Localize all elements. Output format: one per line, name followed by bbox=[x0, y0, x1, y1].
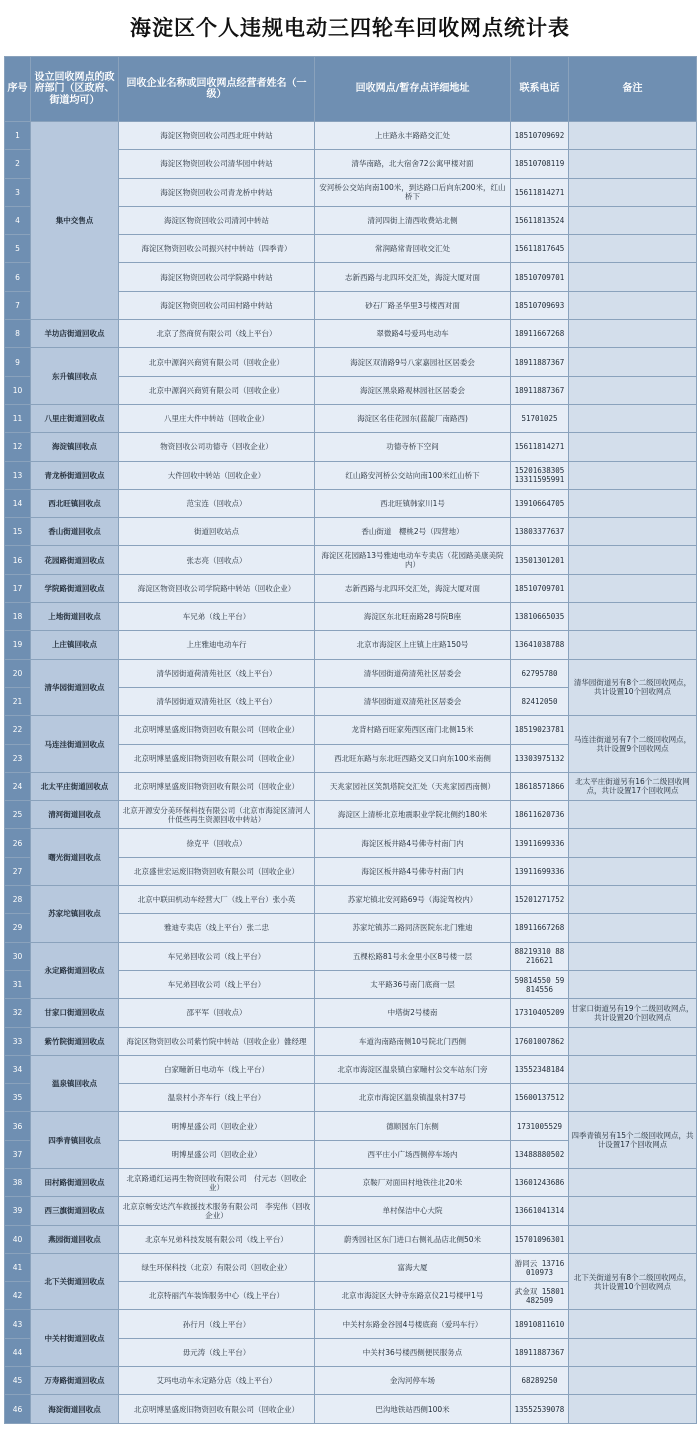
row-seq: 42 bbox=[5, 1282, 31, 1310]
row-phone: 13552348184 bbox=[511, 1055, 569, 1083]
table-row bbox=[5, 1310, 697, 1338]
row-address: 海淀区板井路4号佛寺村南门内 bbox=[315, 829, 511, 857]
row-seq: 23 bbox=[5, 744, 31, 772]
row-address: 蔚秀园社区东门进口右侧礼品店北侧50米 bbox=[315, 1225, 511, 1253]
row-seq: 7 bbox=[5, 291, 31, 319]
row-phone: 18911887367 bbox=[511, 348, 569, 376]
row-address: 海淀区花园路13号雅迪电动车专卖店（花园路美康美院内） bbox=[315, 546, 511, 574]
table-row bbox=[5, 122, 697, 150]
row-dept: 集中交售点 bbox=[31, 122, 119, 320]
row-seq: 17 bbox=[5, 574, 31, 602]
row-seq: 12 bbox=[5, 433, 31, 461]
row-dept: 八里庄街道回收点 bbox=[31, 404, 119, 432]
row-seq: 10 bbox=[5, 376, 31, 404]
row-operator: 车兄弟（线上平台） bbox=[119, 603, 315, 631]
row-note: 甘家口街道另有19个二级回收网点，共计设置20个回收网点 bbox=[569, 999, 697, 1027]
row-seq: 32 bbox=[5, 999, 31, 1027]
table-row bbox=[5, 1197, 697, 1225]
row-operator: 徐克平（回收点） bbox=[119, 829, 315, 857]
row-operator: 北京明博星盛废旧物资回收有限公司（回收企业） bbox=[119, 716, 315, 744]
row-dept: 香山街道回收点 bbox=[31, 518, 119, 546]
row-seq: 21 bbox=[5, 687, 31, 715]
row-note bbox=[569, 857, 697, 885]
header-dept: 设立回收网点的政府部门（区政府、街道均可） bbox=[31, 57, 119, 122]
row-note bbox=[569, 376, 697, 404]
row-phone: 武金双 15801482509 bbox=[511, 1282, 569, 1310]
table-row bbox=[5, 829, 697, 857]
row-phone: 51701025 bbox=[511, 404, 569, 432]
document-title: 海淀区个人违规电动三四轮车回收网点统计表 bbox=[130, 15, 570, 40]
recycling-points-table bbox=[4, 56, 697, 1424]
row-address: 中关村36号楼西侧便民服务点 bbox=[315, 1338, 511, 1366]
row-operator: 海淀区物资回收公司清河中转站 bbox=[119, 206, 315, 234]
row-note: 北太平庄街道另有16个二级回收网点，共计设置17个回收网点 bbox=[569, 772, 697, 800]
row-phone: 18510709701 bbox=[511, 263, 569, 291]
row-phone: 18611620736 bbox=[511, 801, 569, 829]
row-seq: 29 bbox=[5, 914, 31, 942]
row-dept: 西北旺镇回收点 bbox=[31, 489, 119, 517]
row-dept: 上庄镇回收点 bbox=[31, 631, 119, 659]
row-phone: 18910811610 bbox=[511, 1310, 569, 1338]
header-seq: 序号 bbox=[5, 57, 31, 122]
row-address: 京鞍厂对面田村地铁往北20米 bbox=[315, 1168, 511, 1196]
row-note bbox=[569, 1084, 697, 1112]
row-operator: 北京中联田机动车经营大厂（线上平台）张小英 bbox=[119, 886, 315, 914]
row-phone: 18510708119 bbox=[511, 150, 569, 178]
row-phone: 18510709701 bbox=[511, 574, 569, 602]
row-note bbox=[569, 433, 697, 461]
row-address: 单村保洁中心大院 bbox=[315, 1197, 511, 1225]
row-note bbox=[569, 603, 697, 631]
row-phone: 17601007862 bbox=[511, 1027, 569, 1055]
row-phone: 13803377637 bbox=[511, 518, 569, 546]
row-operator: 大件回收中转站（回收企业） bbox=[119, 461, 315, 489]
table-row bbox=[5, 801, 697, 829]
row-seq: 38 bbox=[5, 1168, 31, 1196]
row-note bbox=[569, 178, 697, 206]
row-phone: 59814550 59814556 bbox=[511, 970, 569, 998]
row-phone: 18510709693 bbox=[511, 291, 569, 319]
row-phone: 15600137512 bbox=[511, 1084, 569, 1112]
row-phone: 18510709692 bbox=[511, 122, 569, 150]
row-address: 富海大厦 bbox=[315, 1253, 511, 1281]
row-operator: 北京明博星盛废旧物资回收有限公司（回收企业） bbox=[119, 744, 315, 772]
table-row bbox=[5, 942, 697, 970]
row-operator: 海淀区物资回收公司西北旺中转站 bbox=[119, 122, 315, 150]
row-address: 西北旺镇韩家川1号 bbox=[315, 489, 511, 517]
row-address: 五棵松路81号永金里小区8号楼一层 bbox=[315, 942, 511, 970]
row-operator: 北京明博星盛废旧物资回收有限公司（回收企业） bbox=[119, 1395, 315, 1423]
table-row bbox=[5, 461, 697, 489]
row-address: 红山路安河桥公交站向南100米红山桥下 bbox=[315, 461, 511, 489]
row-address: 常润路常青回收交汇处 bbox=[315, 235, 511, 263]
table-row bbox=[5, 574, 697, 602]
row-seq: 15 bbox=[5, 518, 31, 546]
row-operator: 清华园街道双清苑社区（线上平台） bbox=[119, 687, 315, 715]
row-seq: 31 bbox=[5, 970, 31, 998]
row-dept: 海淀街道回收点 bbox=[31, 1395, 119, 1423]
row-operator: 北京车兄弟科技发展有限公司（线上平台） bbox=[119, 1225, 315, 1253]
row-address: 德顺园东门东侧 bbox=[315, 1112, 511, 1140]
row-operator: 北京路通红运再生物资回收有限公司 付元志（回收企业） bbox=[119, 1168, 315, 1196]
header-phone: 联系电话 bbox=[511, 57, 569, 122]
row-address: 天兆家园社区笑凯塔院交汇处（天兆家园西南侧） bbox=[315, 772, 511, 800]
row-phone: 18911667268 bbox=[511, 914, 569, 942]
row-dept: 四季青镇回收点 bbox=[31, 1112, 119, 1169]
row-address: 西北旺东路与东北旺西路交叉口向东100米南侧 bbox=[315, 744, 511, 772]
row-phone: 18911667268 bbox=[511, 320, 569, 348]
row-seq: 6 bbox=[5, 263, 31, 291]
row-operator: 毋元涛（线上平台） bbox=[119, 1338, 315, 1366]
row-address: 清华园街道荷清苑社区居委会 bbox=[315, 659, 511, 687]
row-seq: 37 bbox=[5, 1140, 31, 1168]
row-operator: 海淀区物资回收公司学院路中转站（回收企业） bbox=[119, 574, 315, 602]
row-dept: 甘家口街道回收点 bbox=[31, 999, 119, 1027]
row-phone: 88219310 88216621 bbox=[511, 942, 569, 970]
row-operator: 温泉村小齐车行（线上平台） bbox=[119, 1084, 315, 1112]
row-seq: 4 bbox=[5, 206, 31, 234]
row-operator: 八里庄大件中转站（回收企业） bbox=[119, 404, 315, 432]
row-operator: 北京明博星盛废旧物资回收有限公司（回收企业） bbox=[119, 772, 315, 800]
table-row bbox=[5, 518, 697, 546]
row-address: 车道沟南路南侧10号院北门西侧 bbox=[315, 1027, 511, 1055]
row-note bbox=[569, 1197, 697, 1225]
row-seq: 5 bbox=[5, 235, 31, 263]
row-dept: 花园路街道回收点 bbox=[31, 546, 119, 574]
row-note bbox=[569, 574, 697, 602]
row-dept: 羊坊店街道回收点 bbox=[31, 320, 119, 348]
table-row bbox=[5, 603, 697, 631]
table-row bbox=[5, 631, 697, 659]
row-dept: 清华园街道回收点 bbox=[31, 659, 119, 716]
row-seq: 25 bbox=[5, 801, 31, 829]
row-phone: 82412050 bbox=[511, 687, 569, 715]
row-phone: 13552539078 bbox=[511, 1395, 569, 1423]
row-note bbox=[569, 461, 697, 489]
row-dept: 中关村街道回收点 bbox=[31, 1310, 119, 1367]
table-row bbox=[5, 1395, 697, 1423]
row-note bbox=[569, 886, 697, 914]
row-address: 功德寺桥下空间 bbox=[315, 433, 511, 461]
row-seq: 2 bbox=[5, 150, 31, 178]
row-operator: 海淀区物资回收公司学院路中转站 bbox=[119, 263, 315, 291]
row-operator: 车兄弟回收公司（线上平台） bbox=[119, 970, 315, 998]
row-seq: 9 bbox=[5, 348, 31, 376]
header-note: 备注 bbox=[569, 57, 697, 122]
row-dept: 青龙桥街道回收点 bbox=[31, 461, 119, 489]
row-seq: 46 bbox=[5, 1395, 31, 1423]
row-note: 清华园街道另有8个二级回收网点，共计设置10个回收网点 bbox=[569, 659, 697, 716]
row-address: 西平庄小广场西侧停车场内 bbox=[315, 1140, 511, 1168]
row-seq: 1 bbox=[5, 122, 31, 150]
row-note bbox=[569, 1338, 697, 1366]
row-note bbox=[569, 829, 697, 857]
row-phone: 15611817645 bbox=[511, 235, 569, 263]
row-phone: 18618571866 bbox=[511, 772, 569, 800]
row-address: 清河四街上清西收费站北侧 bbox=[315, 206, 511, 234]
row-phone: 15701096301 bbox=[511, 1225, 569, 1253]
row-phone: 13661041314 bbox=[511, 1197, 569, 1225]
row-note bbox=[569, 546, 697, 574]
table-row bbox=[5, 1225, 697, 1253]
row-phone: 13810665035 bbox=[511, 603, 569, 631]
table-row bbox=[5, 886, 697, 914]
row-note bbox=[569, 914, 697, 942]
row-operator: 绿生环保科技（北京）有限公司（回收企业） bbox=[119, 1253, 315, 1281]
row-phone: 62795780 bbox=[511, 659, 569, 687]
row-phone: 13601243686 bbox=[511, 1168, 569, 1196]
row-seq: 33 bbox=[5, 1027, 31, 1055]
row-seq: 26 bbox=[5, 829, 31, 857]
row-operator: 海淀区物资回收公司青龙桥中转站 bbox=[119, 178, 315, 206]
table-header-row bbox=[5, 57, 697, 122]
row-address: 中关村东路金谷园4号楼底商（爱玛车行） bbox=[315, 1310, 511, 1338]
row-note bbox=[569, 206, 697, 234]
row-address: 海淀区上清桥北京地震职业学院北侧约180米 bbox=[315, 801, 511, 829]
row-address: 北京市海淀区温泉镇白家疃村公交车站东门旁 bbox=[315, 1055, 511, 1083]
row-seq: 44 bbox=[5, 1338, 31, 1366]
row-note bbox=[569, 970, 697, 998]
table-row bbox=[5, 1055, 697, 1083]
row-note: 马连洼街道另有7个二级回收网点，共计设置9个回收网点 bbox=[569, 716, 697, 773]
row-phone: 13501301201 bbox=[511, 546, 569, 574]
row-operator: 海淀区物资回收公司紫竹院中转站（回收企业）雒经理 bbox=[119, 1027, 315, 1055]
row-dept: 田村路街道回收点 bbox=[31, 1168, 119, 1196]
table-row bbox=[5, 1112, 697, 1140]
table-row bbox=[5, 1253, 697, 1281]
row-seq: 13 bbox=[5, 461, 31, 489]
table-row bbox=[5, 716, 697, 744]
row-note bbox=[569, 518, 697, 546]
row-operator: 邵平军（回收点） bbox=[119, 999, 315, 1027]
row-phone: 15201271752 bbox=[511, 886, 569, 914]
row-operator: 北京开源安分美环保科技有限公司（北京市海淀区清河人什低些再生资源回收中转站） bbox=[119, 801, 315, 829]
row-dept: 苏家坨镇回收点 bbox=[31, 886, 119, 943]
row-note bbox=[569, 150, 697, 178]
row-phone: 15201638305 13311595991 bbox=[511, 461, 569, 489]
table-row bbox=[5, 348, 697, 376]
row-phone: 15611814271 bbox=[511, 178, 569, 206]
row-address: 海淀区东北旺南路28号院B座 bbox=[315, 603, 511, 631]
row-address: 志新西路与北四环交汇处，海淀大厦对面 bbox=[315, 263, 511, 291]
row-note bbox=[569, 942, 697, 970]
row-address: 北京市海淀区温泉镇温泉村37号 bbox=[315, 1084, 511, 1112]
row-operator: 北京京畅安达汽车救援技术服务有限公司 李宪伟（回收企业） bbox=[119, 1197, 315, 1225]
row-phone: 17310405209 bbox=[511, 999, 569, 1027]
row-dept: 清河街道回收点 bbox=[31, 801, 119, 829]
row-note bbox=[569, 1310, 697, 1338]
header-address: 回收网点/暂存点详细地址 bbox=[315, 57, 511, 122]
row-phone: 13911699336 bbox=[511, 829, 569, 857]
row-phone: 15611814271 bbox=[511, 433, 569, 461]
row-operator: 北京中源润兴商贸有限公司（回收企业） bbox=[119, 348, 315, 376]
row-seq: 30 bbox=[5, 942, 31, 970]
row-note: 北下关街道另有8个二级回收网点，共计设置10个回收网点 bbox=[569, 1253, 697, 1310]
table-row bbox=[5, 320, 697, 348]
row-note bbox=[569, 122, 697, 150]
row-address: 金沟河停车场 bbox=[315, 1367, 511, 1395]
row-seq: 35 bbox=[5, 1084, 31, 1112]
row-note bbox=[569, 404, 697, 432]
header-operator: 回收企业名称或回收网点经营者姓名（一级） bbox=[119, 57, 315, 122]
row-note: 四季青镇另有15个二级回收网点，共计设置17个回收网点 bbox=[569, 1112, 697, 1169]
row-seq: 24 bbox=[5, 772, 31, 800]
row-operator: 白家疃新日电动车（线上平台） bbox=[119, 1055, 315, 1083]
row-address: 巴沟地铁站西侧100米 bbox=[315, 1395, 511, 1423]
row-seq: 18 bbox=[5, 603, 31, 631]
row-seq: 45 bbox=[5, 1367, 31, 1395]
table-row bbox=[5, 1367, 697, 1395]
row-note bbox=[569, 1225, 697, 1253]
row-address: 翠微路4号爱玛电动车 bbox=[315, 320, 511, 348]
row-dept: 上地街道回收点 bbox=[31, 603, 119, 631]
row-dept: 海淀镇回收点 bbox=[31, 433, 119, 461]
row-dept: 西三旗街道回收点 bbox=[31, 1197, 119, 1225]
row-phone: 18911887367 bbox=[511, 376, 569, 404]
row-dept: 北下关街道回收点 bbox=[31, 1253, 119, 1310]
row-phone: 18519023781 bbox=[511, 716, 569, 744]
row-operator: 张志亮（回收点） bbox=[119, 546, 315, 574]
row-operator: 北京盛世宏运废旧物资回收有限公司（回收企业） bbox=[119, 857, 315, 885]
row-address: 香山街道 櫻桃2号（四营地） bbox=[315, 518, 511, 546]
row-address: 中塔街2号楼南 bbox=[315, 999, 511, 1027]
table-row bbox=[5, 1027, 697, 1055]
row-phone: 13488880502 bbox=[511, 1140, 569, 1168]
row-seq: 43 bbox=[5, 1310, 31, 1338]
row-operator: 艾玛电动车永定路分店（线上平台） bbox=[119, 1367, 315, 1395]
row-note bbox=[569, 1395, 697, 1423]
row-operator: 车兄弟回收公司（线上平台） bbox=[119, 942, 315, 970]
row-address: 海淀区名佳花园东(蓝靛厂南路西) bbox=[315, 404, 511, 432]
row-operator: 上庄雅迪电动车行 bbox=[119, 631, 315, 659]
row-phone: 18911887367 bbox=[511, 1338, 569, 1366]
table-row bbox=[5, 1168, 697, 1196]
row-phone: 13641038788 bbox=[511, 631, 569, 659]
row-address: 海淀区黑泉路观林园社区居委会 bbox=[315, 376, 511, 404]
row-note bbox=[569, 320, 697, 348]
row-dept: 马连洼街道回收点 bbox=[31, 716, 119, 773]
row-dept: 曙光街道回收点 bbox=[31, 829, 119, 886]
row-phone: 68289250 bbox=[511, 1367, 569, 1395]
row-phone: 13303975132 bbox=[511, 744, 569, 772]
row-operator: 雅迪专卖店（线上平台）张二忠 bbox=[119, 914, 315, 942]
row-phone: 1731005529 bbox=[511, 1112, 569, 1140]
row-seq: 3 bbox=[5, 178, 31, 206]
row-note bbox=[569, 263, 697, 291]
row-seq: 11 bbox=[5, 404, 31, 432]
row-operator: 海淀区物资回收公司清华园中转站 bbox=[119, 150, 315, 178]
row-seq: 39 bbox=[5, 1197, 31, 1225]
table-row bbox=[5, 404, 697, 432]
row-seq: 8 bbox=[5, 320, 31, 348]
row-seq: 27 bbox=[5, 857, 31, 885]
row-seq: 36 bbox=[5, 1112, 31, 1140]
row-seq: 22 bbox=[5, 716, 31, 744]
row-address: 北京市海淀区上庄镇上庄路150号 bbox=[315, 631, 511, 659]
row-address: 志新西路与北四环交汇处，海淀大厦对面 bbox=[315, 574, 511, 602]
row-seq: 28 bbox=[5, 886, 31, 914]
row-note bbox=[569, 631, 697, 659]
row-operator: 明博星盛公司（回收企业） bbox=[119, 1140, 315, 1168]
row-note bbox=[569, 291, 697, 319]
row-phone: 13911699336 bbox=[511, 857, 569, 885]
table-row bbox=[5, 546, 697, 574]
row-dept: 紫竹院街道回收点 bbox=[31, 1027, 119, 1055]
row-dept: 东升镇回收点 bbox=[31, 348, 119, 405]
row-address: 海淀区板井路4号佛寺村南门内 bbox=[315, 857, 511, 885]
row-dept: 万寿路街道回收点 bbox=[31, 1367, 119, 1395]
row-dept: 学院路街道回收点 bbox=[31, 574, 119, 602]
row-operator: 北京了然商贸有限公司（线上平台） bbox=[119, 320, 315, 348]
row-address: 太平路36号南门底商一层 bbox=[315, 970, 511, 998]
row-note bbox=[569, 1168, 697, 1196]
row-operator: 物资回收公司功德寺（回收企业） bbox=[119, 433, 315, 461]
row-operator: 街道回收站点 bbox=[119, 518, 315, 546]
row-dept: 永定路街道回收点 bbox=[31, 942, 119, 999]
table-row bbox=[5, 433, 697, 461]
row-address: 苏家坨镇苏二路同济医院东北门雅迪 bbox=[315, 914, 511, 942]
table-row bbox=[5, 772, 697, 800]
table-row bbox=[5, 489, 697, 517]
row-note bbox=[569, 1027, 697, 1055]
row-address: 安河桥公交站向南100米，到达路口后向东200米，红山桥下 bbox=[315, 178, 511, 206]
row-address: 砂石厂路圣华里3号楼西对面 bbox=[315, 291, 511, 319]
row-operator: 范宝连（回收点） bbox=[119, 489, 315, 517]
row-phone: 13910664705 bbox=[511, 489, 569, 517]
row-seq: 40 bbox=[5, 1225, 31, 1253]
row-seq: 19 bbox=[5, 631, 31, 659]
row-address: 北京市海淀区大钟寺东路京仪21号楼甲1号 bbox=[315, 1282, 511, 1310]
row-operator: 北京特丽汽车装饰服务中心（线上平台） bbox=[119, 1282, 315, 1310]
row-operator: 清华园街道荷清苑社区（线上平台） bbox=[119, 659, 315, 687]
row-address: 上庄路永丰路路交汇处 bbox=[315, 122, 511, 150]
row-phone: 15611813524 bbox=[511, 206, 569, 234]
row-operator: 海淀区物资回收公司振兴村中转站（四季青） bbox=[119, 235, 315, 263]
row-phone: 游同云 13716010973 bbox=[511, 1253, 569, 1281]
row-seq: 14 bbox=[5, 489, 31, 517]
row-note bbox=[569, 1055, 697, 1083]
row-seq: 20 bbox=[5, 659, 31, 687]
row-dept: 北太平庄街道回收点 bbox=[31, 772, 119, 800]
table-row bbox=[5, 659, 697, 687]
row-note bbox=[569, 801, 697, 829]
table-row bbox=[5, 999, 697, 1027]
row-operator: 孙行月（线上平台） bbox=[119, 1310, 315, 1338]
row-note bbox=[569, 235, 697, 263]
row-note bbox=[569, 348, 697, 376]
row-address: 龙背村路百旺家苑西区南门北侧15米 bbox=[315, 716, 511, 744]
row-seq: 34 bbox=[5, 1055, 31, 1083]
row-operator: 明博星盛公司（回收企业） bbox=[119, 1112, 315, 1140]
row-dept: 温泉镇回收点 bbox=[31, 1055, 119, 1112]
row-operator: 北京中源润兴商贸有限公司（回收企业） bbox=[119, 376, 315, 404]
row-note bbox=[569, 489, 697, 517]
row-seq: 16 bbox=[5, 546, 31, 574]
row-dept: 燕园街道回收点 bbox=[31, 1225, 119, 1253]
row-address: 清华园街道双清苑社区居委会 bbox=[315, 687, 511, 715]
row-seq: 41 bbox=[5, 1253, 31, 1281]
row-note bbox=[569, 1367, 697, 1395]
row-address: 清华南路，北大宿舍72公寓甲楼对面 bbox=[315, 150, 511, 178]
row-address: 海淀区双清路9号八家嘉园社区居委会 bbox=[315, 348, 511, 376]
row-address: 苏家坨镇北安河路69号（海淀驾校内） bbox=[315, 886, 511, 914]
row-operator: 海淀区物资回收公司田村路中转站 bbox=[119, 291, 315, 319]
